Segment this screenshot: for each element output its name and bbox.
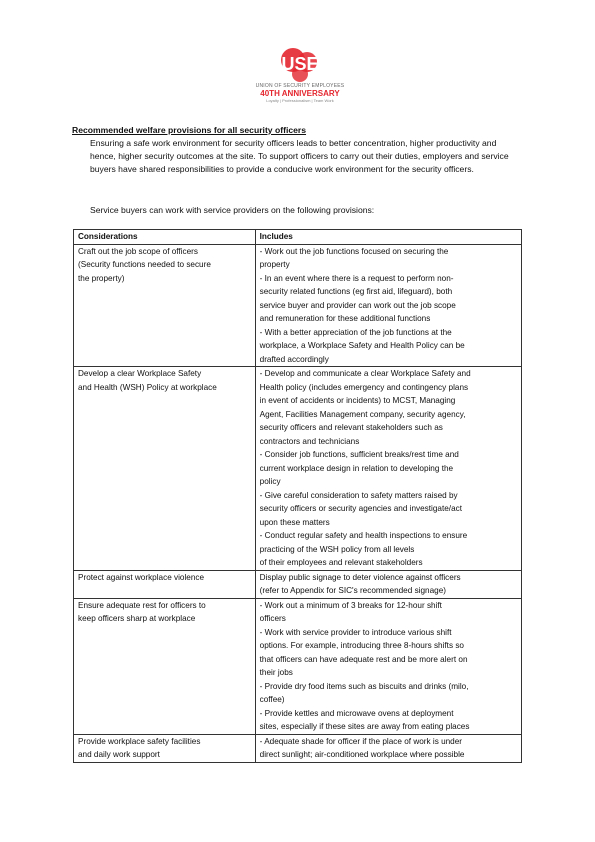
includes-cell bbox=[255, 734, 521, 762]
includes-line: - Adequate shade for officer if the place of work is under bbox=[259, 736, 463, 746]
includes-line: service buyer and provider can work out the job scope bbox=[259, 300, 456, 310]
consideration-line: Craft out the job scope of officers bbox=[78, 246, 198, 256]
intro-paragraph: Ensuring a safe work environment for security officers leads to better concentration, higher productivity and hence, higher security outcomes at the site. To support officers to carry out their duties, employers and service buyers have shared responsibilities to provide a conducive work environment for the security officers. bbox=[90, 138, 509, 175]
includes-line: - With a better appreciation of the job functions at the bbox=[259, 327, 452, 337]
includes-line: options. For example, introducing three 8-hours shifts so bbox=[259, 641, 464, 650]
includes-line: Health policy (includes emergency and contingency plans bbox=[259, 382, 469, 392]
includes-line: upon these matters bbox=[259, 517, 330, 527]
provisions-lead-in: Service buyers can work with service providers on the following provisions: bbox=[90, 205, 375, 215]
includes-line: - Conduct regular safety and health inspections to ensure bbox=[259, 531, 468, 540]
table-row bbox=[74, 367, 522, 571]
includes-cell bbox=[255, 244, 521, 367]
includes-line: - Develop and communicate a clear Workplace Safety and bbox=[259, 369, 471, 378]
includes-line: - Consider job functions, sufficient breaks/rest time and bbox=[259, 450, 459, 459]
section-heading: Recommended welfare provisions for all security officers bbox=[72, 125, 307, 135]
includes-line: practicing of the WSH policy from all levels bbox=[259, 544, 415, 554]
includes-line: Display public signage to deter violence against officers bbox=[259, 572, 461, 582]
includes-line: and remuneration for these additional functions bbox=[259, 314, 431, 323]
consideration-cell bbox=[74, 367, 256, 571]
includes-line: workplace, a Workplace Safety and Health Policy can be bbox=[259, 341, 465, 350]
includes-line: - Provide kettles and microwave ovens at deployment bbox=[259, 708, 454, 718]
includes-line: - Work out a minimum of 3 breaks for 12-hour shift bbox=[259, 600, 442, 610]
includes-line: - In an event where there is a request to perform non- bbox=[259, 273, 454, 283]
includes-line: drafted accordingly bbox=[259, 354, 329, 364]
includes-line: (refer to Appendix for SIC's recommended signage) bbox=[259, 586, 446, 595]
table-body bbox=[74, 244, 522, 762]
includes-line: security officers and relevant stakeholders such as bbox=[259, 423, 443, 432]
consideration-cell bbox=[74, 598, 256, 734]
includes-line: Agent, Facilities Management company, security agency, bbox=[259, 409, 466, 419]
consideration-line: keep officers sharp at workplace bbox=[78, 614, 196, 623]
includes-cell bbox=[255, 367, 521, 571]
consideration-line: Protect against workplace violence bbox=[78, 572, 205, 582]
includes-line: security officers or security agencies and investigate/act bbox=[259, 504, 463, 513]
logo-org-line: UNION OF SECURITY EMPLOYEES bbox=[255, 83, 345, 89]
includes-line: of their employees and relevant stakeholders bbox=[259, 558, 423, 567]
header-considerations: Considerations bbox=[74, 230, 256, 245]
table-row bbox=[74, 570, 522, 598]
includes-line: security related functions (eg first aid, lifeguard), both bbox=[259, 287, 453, 296]
table-row bbox=[74, 734, 522, 762]
includes-line: contractors and technicians bbox=[259, 436, 360, 446]
includes-line: - Provide dry food items such as biscuits and drinks (milo, bbox=[259, 681, 469, 691]
logo-letters: USE bbox=[281, 54, 319, 74]
table-header-row bbox=[74, 230, 522, 245]
includes-line: sites, especially if these sites are away from eating places bbox=[259, 722, 470, 731]
includes-line: direct sunlight; air-conditioned workplace where possible bbox=[259, 750, 465, 759]
includes-line: their jobs bbox=[259, 668, 293, 677]
includes-line: in event of accidents or incidents) to MCST, Managing bbox=[259, 396, 456, 405]
includes-cell bbox=[255, 598, 521, 734]
logo-anniversary: 40TH ANNIVERSARY bbox=[260, 89, 340, 98]
includes-line: - Give careful consideration to safety matters raised by bbox=[259, 490, 458, 500]
consideration-line: Provide workplace safety facilities bbox=[78, 736, 201, 746]
includes-line: that officers can have adequate rest and be more alert on bbox=[259, 654, 468, 664]
includes-line: - Work with service provider to introduce various shift bbox=[259, 627, 452, 637]
header-includes: Includes bbox=[255, 230, 521, 245]
consideration-line: and daily work support bbox=[78, 750, 160, 759]
consideration-cell bbox=[74, 734, 256, 762]
includes-line: coffee) bbox=[259, 695, 285, 704]
consideration-cell bbox=[74, 244, 256, 367]
consideration-line: Ensure adequate rest for officers to bbox=[78, 600, 206, 610]
consideration-line: (Security functions needed to secure bbox=[78, 260, 211, 269]
consideration-line: Develop a clear Workplace Safety bbox=[78, 369, 202, 378]
includes-line: policy bbox=[259, 477, 281, 486]
logo-tagline: Loyalty | Professionalism | Team Work bbox=[266, 98, 334, 103]
includes-line: officers bbox=[259, 614, 286, 623]
table-row bbox=[74, 244, 522, 367]
includes-line: - Work out the job functions focused on securing the bbox=[259, 246, 449, 256]
consideration-line: the property) bbox=[78, 273, 125, 283]
includes-line: current workplace design in relation to developing the bbox=[259, 463, 454, 473]
consideration-cell bbox=[74, 570, 256, 598]
includes-line: property bbox=[259, 260, 290, 269]
includes-cell bbox=[255, 570, 521, 598]
table-row bbox=[74, 598, 522, 734]
provisions-table bbox=[73, 229, 522, 763]
consideration-line: and Health (WSH) Policy at workplace bbox=[78, 382, 217, 392]
